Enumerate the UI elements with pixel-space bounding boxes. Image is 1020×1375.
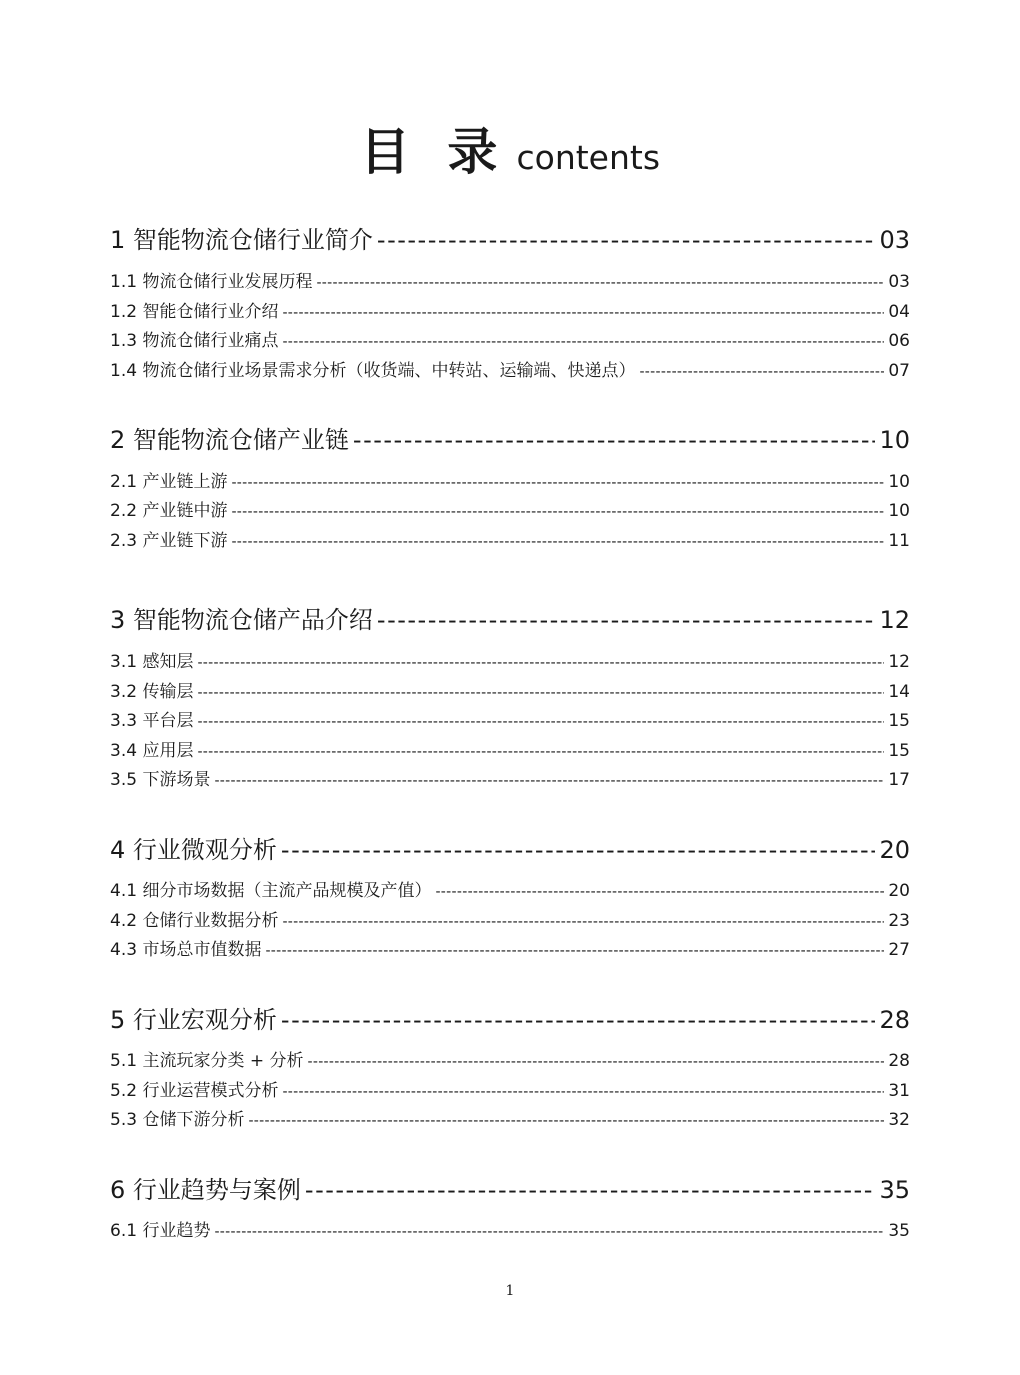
toc-item-3-5-page: 17	[888, 770, 910, 790]
toc-chapter-5-page: 28	[879, 1006, 910, 1034]
toc-chapter-2-leader	[353, 426, 876, 454]
toc-item-3-2-label: 3.2 传输层	[110, 682, 194, 702]
toc-item-4-1-leader	[435, 884, 884, 900]
toc-chapter-5-label: 5 行业宏观分析	[110, 1006, 277, 1034]
toc-item-3-2-leader	[197, 685, 884, 701]
toc-title	[0, 112, 1020, 184]
toc-item-5-2-leader	[282, 1084, 884, 1100]
toc-item-2-1-label: 2.1 产业链上游	[110, 472, 228, 492]
toc-chapter-3[interactable]	[110, 600, 910, 635]
toc-item-3-1[interactable]	[110, 647, 910, 672]
toc-item-6-1[interactable]	[110, 1216, 910, 1241]
toc-chapter-2[interactable]	[110, 420, 910, 455]
toc-item-5-2-page: 31	[888, 1081, 910, 1101]
toc-item-2-1-leader	[231, 475, 884, 491]
toc-chapter-6-leader	[305, 1176, 876, 1204]
page-number: 1	[505, 1283, 515, 1299]
toc-chapter-1[interactable]	[110, 220, 910, 255]
toc-item-6-1-page: 35	[888, 1221, 910, 1241]
toc-item-3-5-label: 3.5 下游场景	[110, 770, 211, 790]
toc-item-1-2-page: 04	[888, 302, 910, 322]
toc-chapter-2-label: 2 智能物流仓储产业链	[110, 426, 349, 454]
toc-item-1-3[interactable]	[110, 326, 910, 351]
toc-item-5-1-leader	[308, 1054, 885, 1070]
toc-item-1-4-page: 07	[888, 361, 910, 381]
toc-item-4-2-label: 4.2 仓储行业数据分析	[110, 911, 279, 931]
toc-item-6-1-label: 6.1 行业趋势	[110, 1221, 211, 1241]
toc-item-2-2-leader	[231, 504, 884, 520]
toc-item-3-4-leader	[197, 744, 884, 760]
toc-item-1-2-leader	[282, 305, 884, 321]
toc-item-3-4-label: 3.4 应用层	[110, 741, 194, 761]
toc-item-2-1-page: 10	[888, 472, 910, 492]
toc-chapter-1-label: 1 智能物流仓储行业简介	[110, 226, 373, 254]
toc-chapter-4[interactable]	[110, 830, 910, 865]
toc-item-3-4-page: 15	[888, 741, 910, 761]
toc-chapter-4-page: 20	[879, 836, 910, 864]
toc-item-2-3-leader	[231, 534, 884, 550]
toc-chapter-1-page: 03	[879, 226, 910, 254]
toc-item-4-2-page: 23	[888, 911, 910, 931]
toc-item-2-2[interactable]	[110, 496, 910, 521]
toc-item-2-1[interactable]	[110, 467, 910, 492]
toc-item-2-2-page: 10	[888, 501, 910, 521]
toc-item-4-3-page: 27	[888, 940, 910, 960]
toc-item-1-4-label: 1.4 物流仓储行业场景需求分析（收货端、中转站、运输端、快递点）	[110, 361, 636, 381]
toc-item-5-2[interactable]	[110, 1076, 910, 1101]
toc-item-4-1[interactable]	[110, 876, 910, 901]
toc-item-1-3-leader	[282, 334, 884, 350]
toc-chapter-6-label: 6 行业趋势与案例	[110, 1176, 301, 1204]
toc-item-4-1-page: 20	[888, 881, 910, 901]
toc-title-en: contents	[516, 138, 661, 177]
toc-item-3-5-leader	[214, 773, 884, 789]
toc-item-2-3[interactable]	[110, 526, 910, 551]
toc-item-4-3[interactable]	[110, 935, 910, 960]
toc-chapter-1-leader	[377, 226, 876, 254]
toc-item-3-1-label: 3.1 感知层	[110, 652, 194, 672]
toc-item-5-1-label: 5.1 主流玩家分类 + 分析	[110, 1051, 304, 1071]
toc-item-3-2[interactable]	[110, 677, 910, 702]
toc-item-5-2-label: 5.2 行业运营模式分析	[110, 1081, 279, 1101]
toc-item-1-1-page: 03	[888, 272, 910, 292]
toc-chapter-6[interactable]	[110, 1170, 910, 1205]
toc-item-5-3-leader	[248, 1113, 884, 1129]
toc-chapter-5-leader	[281, 1006, 876, 1034]
toc-chapter-5[interactable]	[110, 1000, 910, 1035]
toc-item-2-3-label: 2.3 产业链下游	[110, 531, 228, 551]
toc-item-3-1-page: 12	[888, 652, 910, 672]
toc-chapter-2-page: 10	[879, 426, 910, 454]
toc-item-3-3-label: 3.3 平台层	[110, 711, 194, 731]
toc-chapter-3-page: 12	[879, 606, 910, 634]
toc-chapter-4-leader	[281, 836, 876, 864]
toc-item-1-4[interactable]	[110, 356, 910, 381]
toc-chapter-6-page: 35	[879, 1176, 910, 1204]
toc-item-5-1[interactable]	[110, 1046, 910, 1071]
toc-item-1-1-label: 1.1 物流仓储行业发展历程	[110, 272, 313, 292]
toc-item-4-1-label: 4.1 细分市场数据（主流产品规模及产值）	[110, 881, 432, 901]
toc-item-1-4-leader	[639, 364, 884, 380]
toc-item-3-3-leader	[197, 714, 884, 730]
toc-chapter-4-label: 4 行业微观分析	[110, 836, 277, 864]
toc-chapter-3-label: 3 智能物流仓储产品介绍	[110, 606, 373, 634]
toc-item-1-3-label: 1.3 物流仓储行业痛点	[110, 331, 279, 351]
toc-item-2-3-page: 11	[888, 531, 910, 551]
toc-item-4-3-leader	[265, 943, 884, 959]
toc-item-4-2-leader	[282, 914, 884, 930]
toc-item-5-1-page: 28	[888, 1051, 910, 1071]
toc-item-4-3-label: 4.3 市场总市值数据	[110, 940, 262, 960]
toc-item-1-1[interactable]	[110, 267, 910, 292]
toc-item-1-2[interactable]	[110, 297, 910, 322]
toc-item-3-1-leader	[197, 655, 884, 671]
toc-item-5-3-page: 32	[888, 1110, 910, 1130]
toc-item-3-2-page: 14	[888, 682, 910, 702]
toc-item-3-3-page: 15	[888, 711, 910, 731]
toc-title-cn: 目 录	[359, 123, 508, 181]
toc-chapter-3-leader	[377, 606, 876, 634]
toc-item-5-3[interactable]	[110, 1105, 910, 1130]
toc-item-1-2-label: 1.2 智能仓储行业介绍	[110, 302, 279, 322]
toc-item-3-4[interactable]	[110, 736, 910, 761]
toc-item-4-2[interactable]	[110, 906, 910, 931]
toc-item-2-2-label: 2.2 产业链中游	[110, 501, 228, 521]
toc-item-3-3[interactable]	[110, 706, 910, 731]
toc-item-5-3-label: 5.3 仓储下游分析	[110, 1110, 245, 1130]
toc-item-6-1-leader	[214, 1224, 884, 1240]
toc-item-3-5[interactable]	[110, 765, 910, 790]
toc-item-1-3-page: 06	[888, 331, 910, 351]
toc-item-1-1-leader	[316, 275, 884, 291]
